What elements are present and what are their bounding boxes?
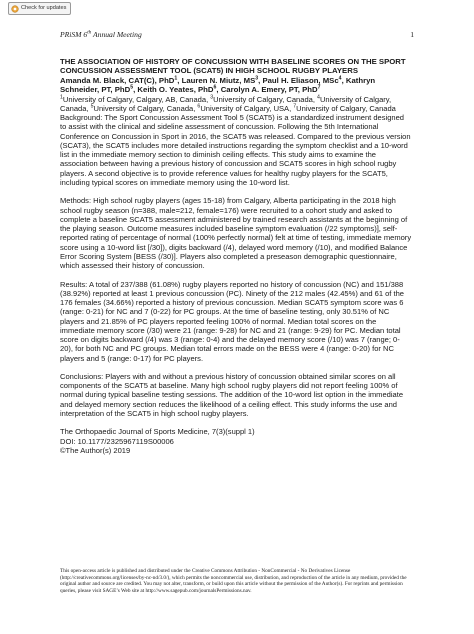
- license-footer: This open-access article is published and distributed under the Creative Commons Attribution - NonCommercial - No Derivatives License (http://creativecommons.org/licenses/by-nc-nd/3.0/), which permits the noncommercial use, distribution, and reproduction of the article in any medium, provided the original author and source are credited. You may not alter, transform, or build upon this article without the permission of the Author(s). For reprints and permission queries, please visit SAGE’s Web site at http://www.sagepub.com/journalsPermissions.nav.: [60, 568, 407, 594]
- citation-journal: The Orthopaedic Journal of Sports Medicine, 7(3)(suppl 1): [60, 427, 255, 437]
- author-list: Amanda M. Black, CAT(C), PhD$^1$, Lauren N. Miutz, $MS^3$, Paul H. Eliason, MSc$^4$, Kathryn Schneider, PT, PhD$^5$, Keith O. Yeates, PhD$^6$, Carolyn A. Emery, PT, PhD$^7$: [60, 75, 376, 95]
- citation-doi: DOI: 10.1177/2325967119S00006: [60, 436, 174, 446]
- affiliations: $^1$University of Calgary, Calgary, AB, Canada, $^3$University of Calgary, Canada, $^4$University of Calgary, Canada, $^5$University of Calgary, Canada, $^6$University of Calgary, USA, $^7$University of Calgary, Canada: [60, 94, 396, 113]
- abstract-body: [60, 57, 412, 455]
- results-section: Results: A total of 237/388 (61.08%) rugby players reported no history of concussion (NC) and 151/388 (38.92%) reported at least 1 previous concussion (PC). Ninety of the 212 males (42.45%) and 61 of the 176 females (34.66%) reported a history of previous concussion. Median SCAT5 symptom score was 6 (range: 0-21) for NC and 7 (0-22) for PC groups. At the time of baseline testing, only 30.51% of NC players and 21.85% of PC players reported feeling 100% of normal. Median total scores on the immediate memory score (/30) were 21 (range: 9-28) for NC and 21 (range: 9-29) for PC. Median total score on digits backward (/4) was 3 (range: 0-4) and the delayed memory score (/10) was 7 (range; 0-20), for both NC and PC groups. Median total errors made on the BESS were 4 (range: 0-20) for NC players and 5 (range: 0-17) for PC players.: [60, 279, 404, 363]
- methods-section: Methods: High school rugby players (ages 15-18) from Calgary, Alberta participating in the 2018 high school rugby season (n=388, male=212, female=176) were recruited to a cohort study and asked to complete a baseline SCAT5 assessment administered by trained research assistants at the beginning of the playing season. Outcome measures included baseline symptom evaluation (/22 symptoms)], self-reported rating of percentage of normal (100% perfectly normal) felt at time of testing, immediate memory score using a 10-word list [/30]), digits backward (/4), delayed word memory (/10), and modified Balance Error Scoring System [BESS (/30)]. Players also completed a preseason demographic questionnaire, which assessed their history of concussion.: [60, 196, 412, 271]
- author-name: Keith O. Yeates, PhD: [137, 85, 214, 95]
- author-name: Carolyn A. Emery, PT, PhD: [220, 85, 318, 95]
- author-name: Lauren N. Miutz, MS: [181, 75, 256, 85]
- conclusions-section: Conclusions: Players with and without a previous history of concussion obtained similar scores on all components of the SCAT5 at baseline. Many high school rugby players did not report feeling 100% of normal during typical baseline testing sessions. The addition of the 10-word list option in the immediate and delayed memory section reduces the likelihood of a ceiling effect. This study informs the use and interpretation of the SCAT5 in high school rugby players.: [60, 371, 404, 418]
- author-name: Paul H. Eliason, MSc: [262, 75, 339, 85]
- citation-copyright: ©The Author(s) 2019: [60, 445, 131, 455]
- background-section: Background: The Sport Concussion Assessment Tool 5 (SCAT5) is a standardized instrument designed to assist with the clinical and sideline assessment of concussion. Following the 5th International Conference on Concussion in Sport in 2016, the SCAT5 was released. Compared to the previous version (SCAT3), the SCAT5 includes more detailed instructions regarding the symptom checklist and a 10-word list in the immediate memory section to diminish ceiling effects. This study aims to examine the association between having a previous history of concussion and SCAT5 scores in high school rugby players. A second objective is to provide reference values for healthy rugby players for the SCAT5, including typical scores on immediate memory using the 10-word list.: [60, 113, 411, 187]
- update-check-icon: [11, 5, 19, 13]
- author-name: Kathryn Schneider, PT, PhD: [60, 75, 376, 95]
- page-number: 1: [410, 30, 414, 39]
- running-header-journal: PRiSM 6th Annual Meeting: [60, 29, 142, 39]
- check-for-updates-label: Check for updates: [21, 5, 67, 11]
- author-name: Amanda M. Black, CAT(C), PhD: [60, 75, 175, 85]
- article-title: THE ASSOCIATION OF HISTORY OF CONCUSSION WITH BASELINE SCORES ON THE SPORT CONCUSSION ASSESSMENT TOOL (SCAT5) IN HIGH SCHOOL RUGBY PLAYERS: [60, 57, 406, 76]
- check-for-updates-badge[interactable]: [8, 2, 71, 15]
